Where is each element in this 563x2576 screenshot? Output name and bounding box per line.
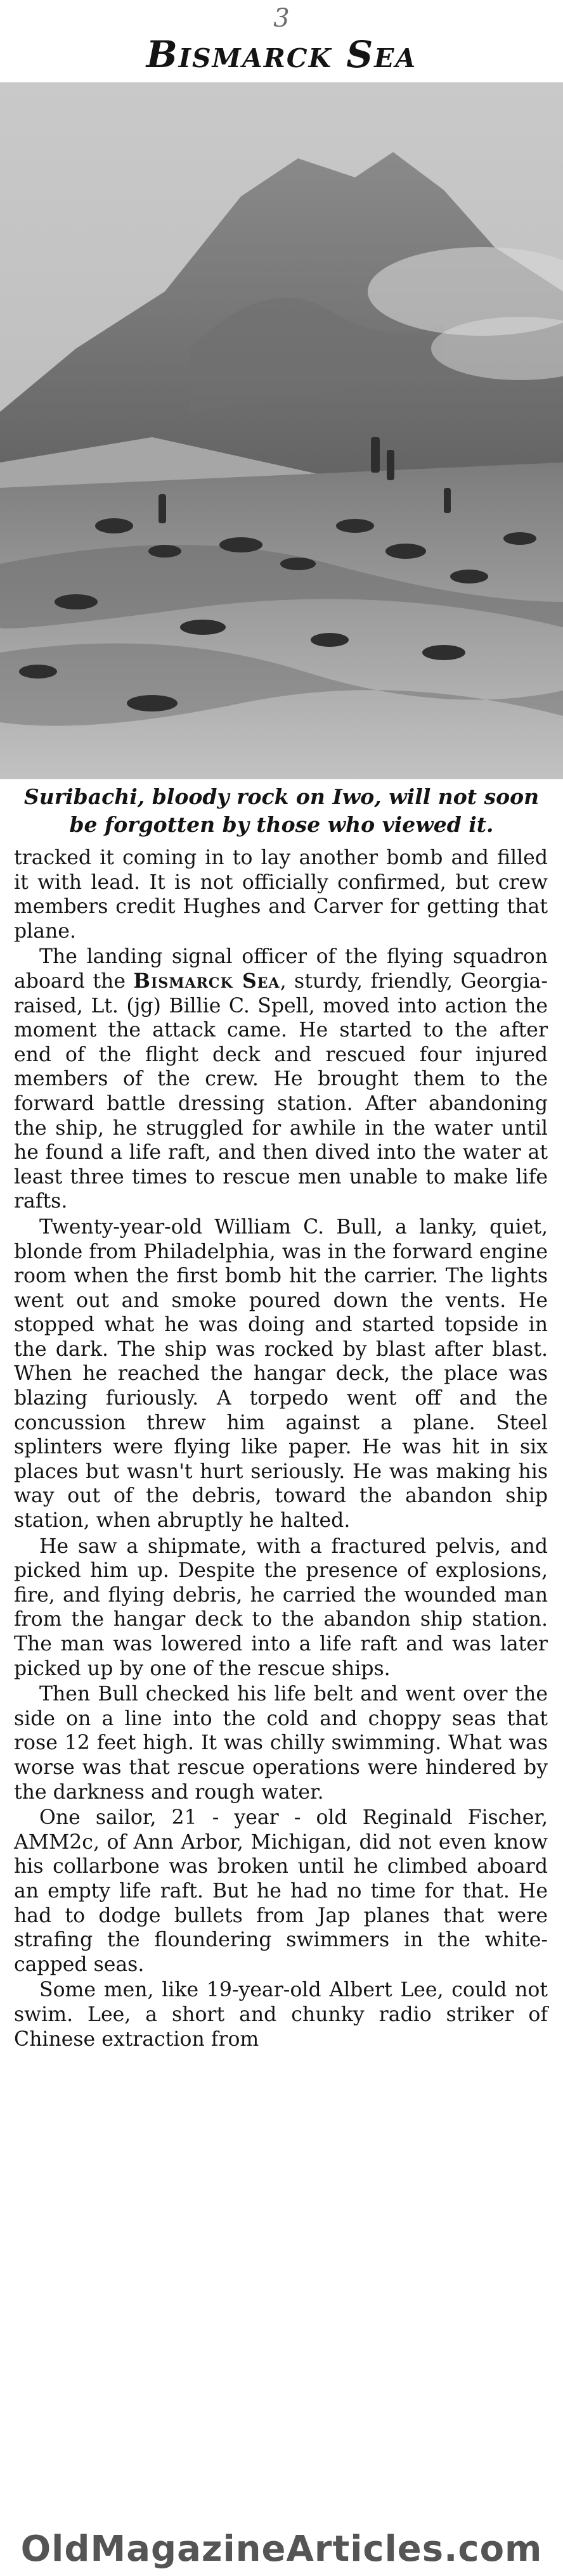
suribachi-photo	[0, 82, 563, 779]
paragraph: He saw a shipmate, with a fractured pelvis, and picked him up. Despite the presence of explosions, fire, and flying debris, he carried the wounded man from the hangar deck to the abandon ship station. The man was lowered into a life raft and was later picked up by one of the rescue ships.	[14, 1534, 548, 1680]
paragraph-text: , sturdy, friendly, Georgia-raised, Lt. (jg) Billie C. Spell, moved into action the moment the attack came. He started to the after end of the flight deck and rescued four injured members of the crew. He brought them to the forward battle dressing station. After abandoning the ship, he struggled for awhile in the water until he found a life raft, and then dived into the water at least three times to rescue men unable to make life rafts.	[14, 969, 548, 1213]
paragraph-text: The landing signal officer of the flying squadron aboard the	[14, 945, 548, 993]
paragraph: Twenty-year-old William C. Bull, a lanky, quiet, blonde from Philadelphia, was in the forward engine room when the first bomb hit the carrier. The lights went out and smoke poured down the vents. He stopped what he was doing and started topside in the dark. The ship was rocked by blast after blast. When he reached the hangar deck, the place was blazing furiously. A torpedo went off and the concussion threw him against a plane. Steel splinters were flying like paper. He was hit in six places but wasn't hurt seriously. He was making his way out of the debris, toward the abandon ship station, when abruptly he halted.	[14, 1215, 548, 1533]
paragraph: Then Bull checked his life belt and went over the side on a line into the cold and choppy seas that rose 12 feet high. It was chilly swimming. What was worse was that rescue operations were hindered by the darkness and rough water.	[14, 1683, 548, 1804]
paragraph: One sailor, 21 - year - old Reginald Fischer, AMM2c, of Ann Arbor, Michigan, did not even know his collarbone was broken until he climbed aboard an empty life raft. But he had no time for that. He had to dodge bullets from Jap planes that were strafing the floundering swimmers in the white-capped seas.	[14, 1806, 548, 1976]
photo-caption: Suribachi, bloody rock on Iwo, will not soon be forgotten by those who viewed it.	[23, 784, 540, 837]
photo-illustration	[0, 82, 563, 779]
paragraph: Some men, like 19-year-old Albert Lee, could not swim. Lee, a short and chunky radio striker of Chinese extraction from	[14, 1979, 548, 2051]
paragraph: tracked it coming in to lay another bomb and filled it with lead. It is not officially confirmed, but crew members credit Hughes and Carver for getting that plane.	[14, 846, 548, 943]
headline: Bismarck Sea	[146, 33, 417, 76]
paragraph	[14, 945, 548, 1214]
site-watermark: OldMagazineArticles.com	[0, 2523, 563, 2576]
article-body	[14, 846, 548, 2053]
page-number: 3	[273, 4, 290, 33]
ship-name: Bismarck Sea	[133, 969, 280, 993]
